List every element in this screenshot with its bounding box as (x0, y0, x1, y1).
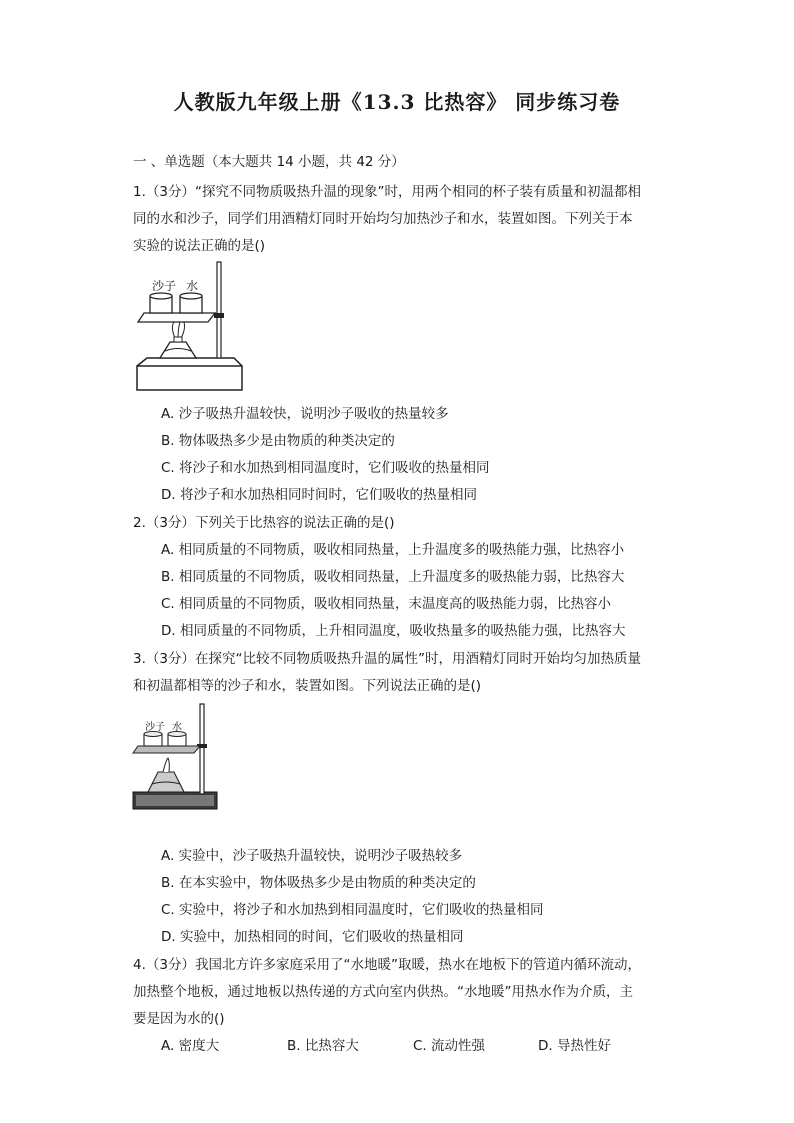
q3-figure-label-water: 水 (172, 722, 182, 733)
q2-line-1: 2.（3分）下列关于比热容的说法正确的是() (133, 515, 395, 531)
q1-option-a[interactable]: A. 沙子吸热升温较快，说明沙子吸收的热量较多 (161, 406, 449, 422)
q1-option-d[interactable]: D. 将沙子和水加热相同时间时，它们吸收的热量相同 (161, 487, 477, 503)
q1-option-b[interactable]: B. 物体吸热多少是由物质的种类决定的 (161, 433, 395, 449)
q2-option-d[interactable]: D. 相同质量的不同物质，上升相同温度，吸收热量多的吸热能力强，比热容大 (161, 623, 626, 639)
q3-figure-label-sand: 沙子 (145, 722, 165, 733)
q1-option-c[interactable]: C. 将沙子和水加热到相同温度时，它们吸收的热量相同 (161, 460, 490, 476)
q2-option-b[interactable]: B. 相同质量的不同物质，吸收相同热量，上升温度多的吸热能力弱，比热容大 (161, 569, 625, 585)
q3-option-b[interactable]: B. 在本实验中，物体吸热多少是由物质的种类决定的 (161, 875, 476, 891)
q4-option-b[interactable]: B. 比热容大 (287, 1038, 359, 1054)
q4-line-2: 加热整个地板，通过地板以热传递的方式向室内供热。“水地暖”用热水作为介质，主 (133, 984, 633, 1000)
q3-line-2: 和初温都相等的沙子和水，装置如图。下列说法正确的是() (133, 678, 482, 694)
page-title: 人教版九年级上册《13.3 比热容》 同步练习卷 (173, 90, 621, 114)
q1-line-1: 1.（3分）“探究不同物质吸热升温的现象”时，用两个相同的杯子装有质量和初温都相 (133, 184, 641, 200)
section-heading: 一 、单选题（本大题共 14 小题，共 42 分） (133, 154, 405, 170)
q4-line-1: 4.（3分）我国北方许多家庭采用了“水地暖”取暖，热水在地板下的管道内循环流动， (133, 957, 641, 973)
q3-option-d[interactable]: D. 实验中，加热相同的时间，它们吸收的热量相同 (161, 929, 464, 945)
q3-option-a[interactable]: A. 实验中，沙子吸热升温较快，说明沙子吸热较多 (161, 848, 463, 864)
q4-option-a[interactable]: A. 密度大 (161, 1038, 220, 1054)
q4-option-d[interactable]: D. 导热性好 (538, 1038, 611, 1054)
q3-option-c[interactable]: C. 实验中，将沙子和水加热到相同温度时，它们吸收的热量相同 (161, 902, 544, 918)
q4-option-c[interactable]: C. 流动性强 (413, 1038, 486, 1054)
q2-option-c[interactable]: C. 相同质量的不同物质，吸收相同热量，末温度高的吸热能力弱，比热容小 (161, 596, 612, 612)
q1-line-3: 实验的说法正确的是() (133, 238, 266, 254)
q1-figure-label-water: 水 (186, 279, 199, 293)
q1-figure-label-sand: 沙子 (152, 279, 177, 293)
q2-option-a[interactable]: A. 相同质量的不同物质，吸收相同热量，上升温度多的吸热能力强，比热容小 (161, 542, 625, 558)
q4-line-3: 要是因为水的() (133, 1011, 225, 1027)
q3-line-1: 3.（3分）在探究“比较不同物质吸热升温的属性”时，用酒精灯同时开始均匀加热质量 (133, 651, 641, 667)
q1-line-2: 同的水和沙子，同学们用酒精灯同时开始均匀加热沙子和水，装置如图。下列关于本 (133, 211, 633, 227)
